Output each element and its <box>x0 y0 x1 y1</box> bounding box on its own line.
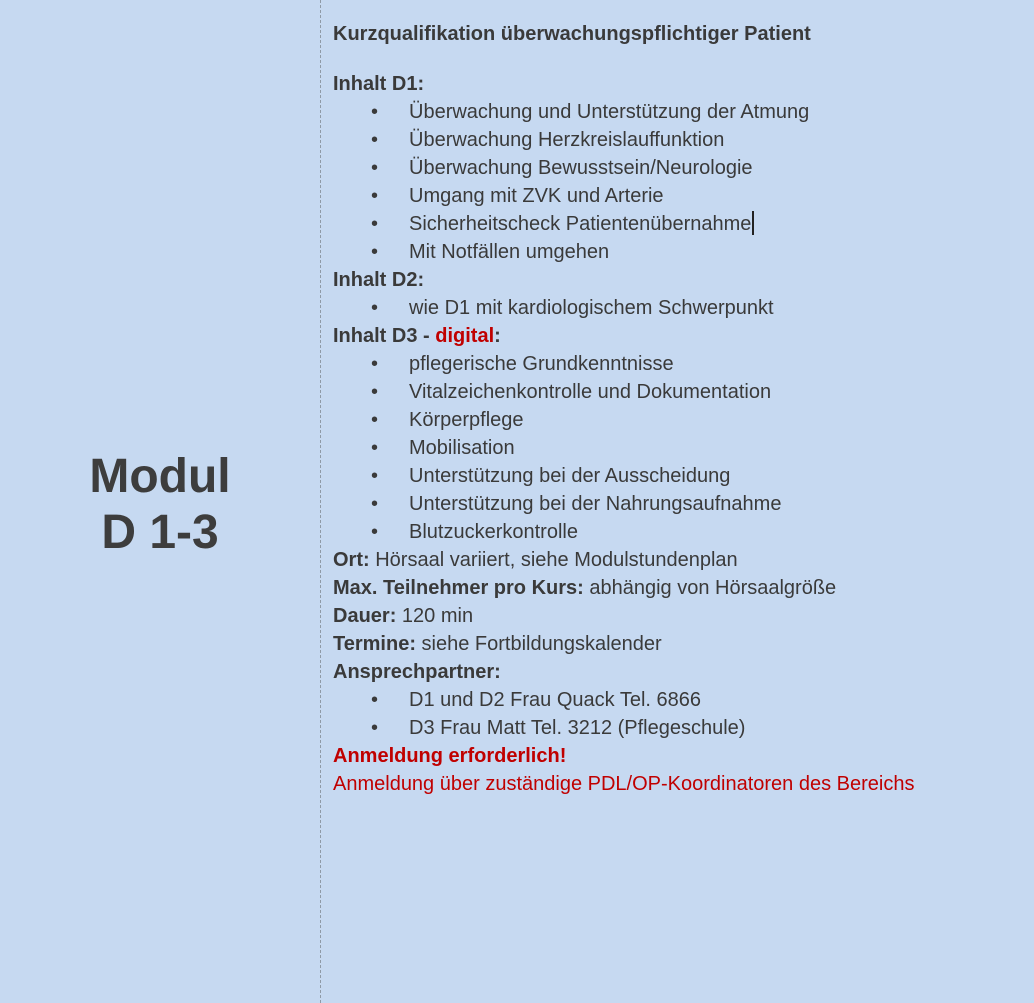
duration-label: Dauer: <box>333 605 397 627</box>
module-cell <box>0 0 320 1003</box>
list-item: • Überwachung und Unterstützung der Atmung <box>333 98 1028 126</box>
d3-heading <box>333 322 1028 350</box>
duration-value: 120 min <box>396 605 474 627</box>
max-participants-label: Max. Teilnehmer pro Kurs: <box>333 577 584 599</box>
d3-heading-highlight: digital <box>435 325 495 347</box>
d2-list <box>333 294 1028 322</box>
contacts-list <box>333 686 1028 742</box>
max-participants-value: abhängig von Hörsaalgröße <box>583 577 837 599</box>
course-title: Kurzqualifikation überwachungspflichtiger Patient <box>333 23 811 45</box>
dates-label: Termine: <box>333 633 416 655</box>
list-item: • D1 und D2 Frau Quack Tel. 6866 <box>333 686 1028 714</box>
list-item: • Vitalzeichenkontrolle und Dokumentation <box>333 378 1028 406</box>
d3-list <box>333 350 1028 546</box>
module-label-line1: Modul <box>89 449 231 503</box>
d3-heading-prefix: Inhalt D3 - <box>333 325 436 347</box>
list-item: • Unterstützung bei der Nahrungsaufnahme <box>333 490 1028 518</box>
max-participants-line <box>333 574 1028 602</box>
d2-heading: Inhalt D2: <box>333 269 425 291</box>
list-item: • Körperpflege <box>333 406 1028 434</box>
registration-required: Anmeldung erforderlich! <box>333 745 567 767</box>
registration-via: Anmeldung über zuständige PDL/OP-Koordinatoren des Bereichs <box>333 773 915 795</box>
dates-line <box>333 630 1028 658</box>
location-value: Hörsaal variiert, siehe Modulstundenplan <box>369 549 738 571</box>
list-item: • Mobilisation <box>333 434 1028 462</box>
list-item-with-caret <box>333 210 1028 238</box>
module-label <box>89 449 230 561</box>
column-divider <box>320 0 321 1003</box>
contacts-heading: Ansprechpartner: <box>333 661 501 683</box>
module-description <box>333 20 1028 798</box>
d3-heading-suffix: : <box>494 325 501 347</box>
d1-list <box>333 98 1028 266</box>
dates-value: siehe Fortbildungskalender <box>415 633 662 655</box>
list-item-text: Sicherheitscheck Patientenübernahme <box>409 213 752 235</box>
list-item: • Überwachung Herzkreislauffunktion <box>333 126 1028 154</box>
list-item: • Mit Notfällen umgehen <box>333 238 1028 266</box>
list-item: • wie D1 mit kardiologischem Schwerpunkt <box>333 294 1028 322</box>
list-item: • D3 Frau Matt Tel. 3212 (Pflegeschule) <box>333 714 1028 742</box>
list-item: • pflegerische Grundkenntnisse <box>333 350 1028 378</box>
location-line <box>333 546 1028 574</box>
text-cursor <box>752 211 754 235</box>
location-label: Ort: <box>333 549 370 571</box>
list-item: • Überwachung Bewusstsein/Neurologie <box>333 154 1028 182</box>
list-item: • Unterstützung bei der Ausscheidung <box>333 462 1028 490</box>
list-item: • Blutzuckerkontrolle <box>333 518 1028 546</box>
d1-heading: Inhalt D1: <box>333 73 425 95</box>
duration-line <box>333 602 1028 630</box>
list-item: • Umgang mit ZVK und Arterie <box>333 182 1028 210</box>
module-label-line2: D 1-3 <box>101 505 219 559</box>
